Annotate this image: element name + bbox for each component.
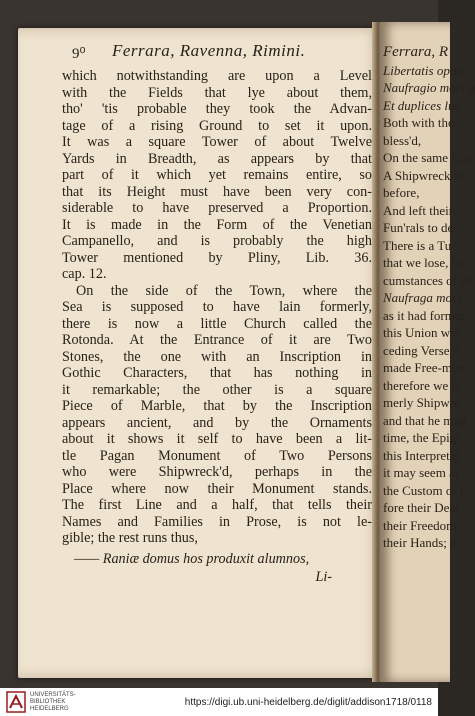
text-line: cumstances of th bbox=[383, 272, 471, 288]
text-line: there is now a little Church called the bbox=[62, 315, 372, 332]
text-line: therefore we fi bbox=[383, 377, 460, 393]
text-line: cap. 12. bbox=[62, 266, 107, 282]
text-line: Sea is supposed to have lain formerly, bbox=[62, 299, 372, 315]
text-line: and that he mad bbox=[383, 412, 466, 428]
text-line: that its Height must have been very con- bbox=[62, 183, 372, 200]
text-line: which notwithstanding are upon a Level bbox=[62, 68, 372, 84]
library-name: UNIVERSITÄTS- BIBLIOTHEK HEIDELBERG bbox=[30, 692, 76, 712]
latin-quote bbox=[62, 550, 372, 586]
text-line: It is made in the Form of the Venetian bbox=[62, 216, 372, 233]
permalink[interactable]: https://digi.ub.uni-heidelberg.de/diglit/addison1718/0118 bbox=[184, 697, 432, 708]
text-line: Yards in Breadth, as appears by that bbox=[62, 150, 372, 167]
text-line: time, the Epigr bbox=[383, 430, 461, 445]
text-line: The first Line and a half, that tells their bbox=[62, 497, 372, 513]
text-line: And left their bbox=[383, 202, 454, 218]
running-title: Ferrara, Ravenna, Rimini. bbox=[112, 41, 306, 60]
text-line: Naufraga mors bbox=[383, 290, 463, 305]
text-line: their Freedom, bbox=[383, 517, 460, 533]
text-line: who were Shipwreck'd, perhaps in the bbox=[62, 464, 372, 480]
text-line: tho' 'tis probable they took the Advan- bbox=[62, 101, 372, 117]
text-line: that we lose, by bbox=[383, 255, 465, 270]
text-line: gible; the rest runs thus, bbox=[62, 530, 198, 546]
text-line: before, bbox=[383, 185, 420, 200]
text-line: Ferrara, R bbox=[383, 44, 448, 60]
text-line: Names and Families in Prose, is not le- bbox=[62, 513, 372, 530]
text-line: siderable to have preserved a Proportion. bbox=[62, 200, 372, 216]
text-line: Naufragio mors p bbox=[383, 80, 475, 95]
text-line: part of it which yet remains entire, so bbox=[62, 167, 372, 183]
body-text bbox=[62, 68, 372, 547]
text-line: this Union was bbox=[383, 325, 461, 340]
text-line: appears ancient, and by the Ornaments bbox=[62, 414, 372, 431]
text-line: Place where now their Monument stands. bbox=[62, 480, 372, 497]
text-line: about it shows it self to have been a lit- bbox=[62, 431, 372, 447]
text-line: Libertatis opus bbox=[383, 62, 462, 78]
quote-line: —— Raniæ domus hos produxit alumnos, bbox=[74, 551, 310, 567]
text-line: with the Fields that lye about them, bbox=[62, 84, 372, 101]
page-number: 9⁰ bbox=[72, 46, 86, 62]
text-line: it remarkable; the other is a square bbox=[62, 381, 372, 398]
text-line: Both with the bbox=[383, 115, 454, 130]
text-line: bless'd, bbox=[383, 132, 422, 148]
text-line: It was a square Tower of about Twelve bbox=[62, 134, 372, 150]
text-line: tle Pagan Monument of Two Persons bbox=[62, 447, 372, 464]
text-line: their Hands; a bbox=[383, 535, 456, 550]
text-line: On the same Day bbox=[383, 150, 473, 165]
text-line: Et duplices luc bbox=[383, 97, 461, 113]
text-line: Stones, the one with an Inscription in bbox=[62, 348, 372, 365]
text-line: ceding Verse, I bbox=[383, 342, 461, 358]
right-page-text bbox=[383, 44, 475, 552]
text-line: There is a Tu bbox=[383, 237, 452, 253]
text-line: the Custom of t bbox=[383, 482, 464, 498]
text-line: Fun'rals to de bbox=[383, 220, 454, 235]
text-line: Rotonda. At the Entrance of it are Two bbox=[62, 332, 372, 348]
text-line: fore their Deat bbox=[383, 500, 459, 515]
text-line: merly Shipwre bbox=[383, 395, 460, 410]
text-line: Tower mentioned by Pliny, Lib. 36. bbox=[62, 249, 372, 266]
text-line: as it had former bbox=[383, 307, 465, 323]
text-line: On the side of the Town, where the bbox=[76, 282, 372, 299]
viewer-footer bbox=[0, 688, 438, 716]
text-line: made Free-men bbox=[383, 360, 465, 375]
library-logo-icon bbox=[6, 691, 26, 713]
text-line: Gothic Characters, that has nothing in bbox=[62, 365, 372, 381]
text-line: it may seem at bbox=[383, 465, 459, 480]
text-line: tage of a rising Ground to set it upon. bbox=[62, 117, 372, 134]
text-line: Piece of Marble, that by the Inscription bbox=[62, 398, 372, 414]
text-line: this Interpretat bbox=[383, 447, 460, 463]
text-line: A Shipwreck fle bbox=[383, 167, 468, 183]
text-line: Campanello, and is probably the high bbox=[62, 233, 372, 249]
catchword: Li- bbox=[315, 569, 332, 585]
